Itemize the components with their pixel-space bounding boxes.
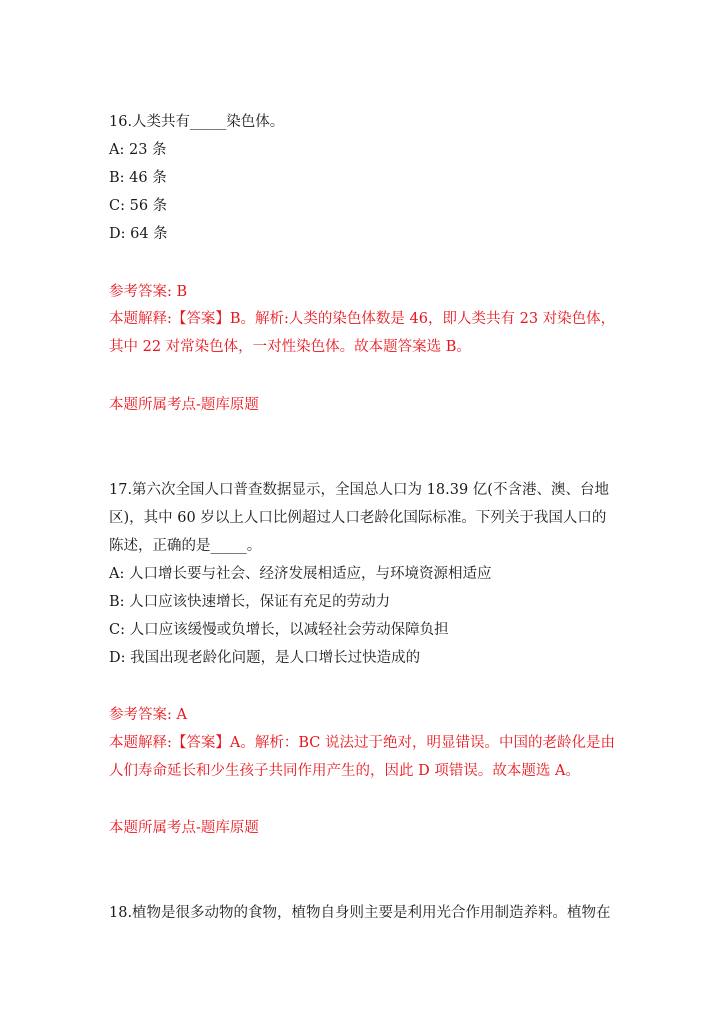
question-17-option-a: A: 人口增长要与社会、经济发展相适应，与环境资源相适应 xyxy=(109,566,492,582)
question-17-explanation-line-1: 本题解释:【答案】A。解析：BC 说法过于绝对，明显错误。中国的老龄化是由 xyxy=(109,735,615,751)
question-17-option-b: B: 人口应该快速增长，保证有充足的劳动力 xyxy=(109,594,391,610)
question-16-explanation-line-1: 本题解释:【答案】B。解析:人类的染色体数是 46，即人类共有 23 对染色体， xyxy=(109,311,616,327)
question-17-answer: 参考答案: A xyxy=(109,707,187,723)
question-16-explanation-line-2: 其中 22 对常染色体，一对性染色体。故本题答案选 B。 xyxy=(109,339,471,355)
question-16-answer: 参考答案: B xyxy=(109,284,188,300)
question-17-explanation-line-2: 人们寿命延长和少生孩子共同作用产生的，因此 D 项错误。故本题选 A。 xyxy=(109,763,580,779)
question-16-option-b: B: 46 条 xyxy=(109,170,167,186)
question-16-stem: 16.人类共有_____染色体。 xyxy=(109,114,285,130)
question-16-option-c: C: 56 条 xyxy=(109,198,168,214)
question-17-option-d: D: 我国出现老龄化问题，是人口增长过快造成的 xyxy=(109,650,421,666)
question-17-source: 本题所属考点-题库原题 xyxy=(109,820,259,836)
question-17-option-c: C: 人口应该缓慢或负增长，以减轻社会劳动保障负担 xyxy=(109,622,449,638)
question-18-stem-line-1: 18.植物是很多动物的食物，植物自身则主要是利用光合作用制造养料。植物在 xyxy=(109,905,611,921)
question-17-stem-line-2: 区)，其中 60 岁以上人口比例超过人口老龄化国际标准。下列关于我国人口的 xyxy=(109,510,607,526)
question-17-stem-line-3: 陈述，正确的是_____。 xyxy=(109,538,262,554)
question-16-option-a: A: 23 条 xyxy=(109,142,167,158)
question-16-option-d: D: 64 条 xyxy=(109,226,168,242)
question-17-stem-line-1: 17.第六次全国人口普查数据显示，全国总人口为 18.39 亿(不含港、澳、台地 xyxy=(109,482,609,498)
question-16-source: 本题所属考点-题库原题 xyxy=(109,397,259,413)
